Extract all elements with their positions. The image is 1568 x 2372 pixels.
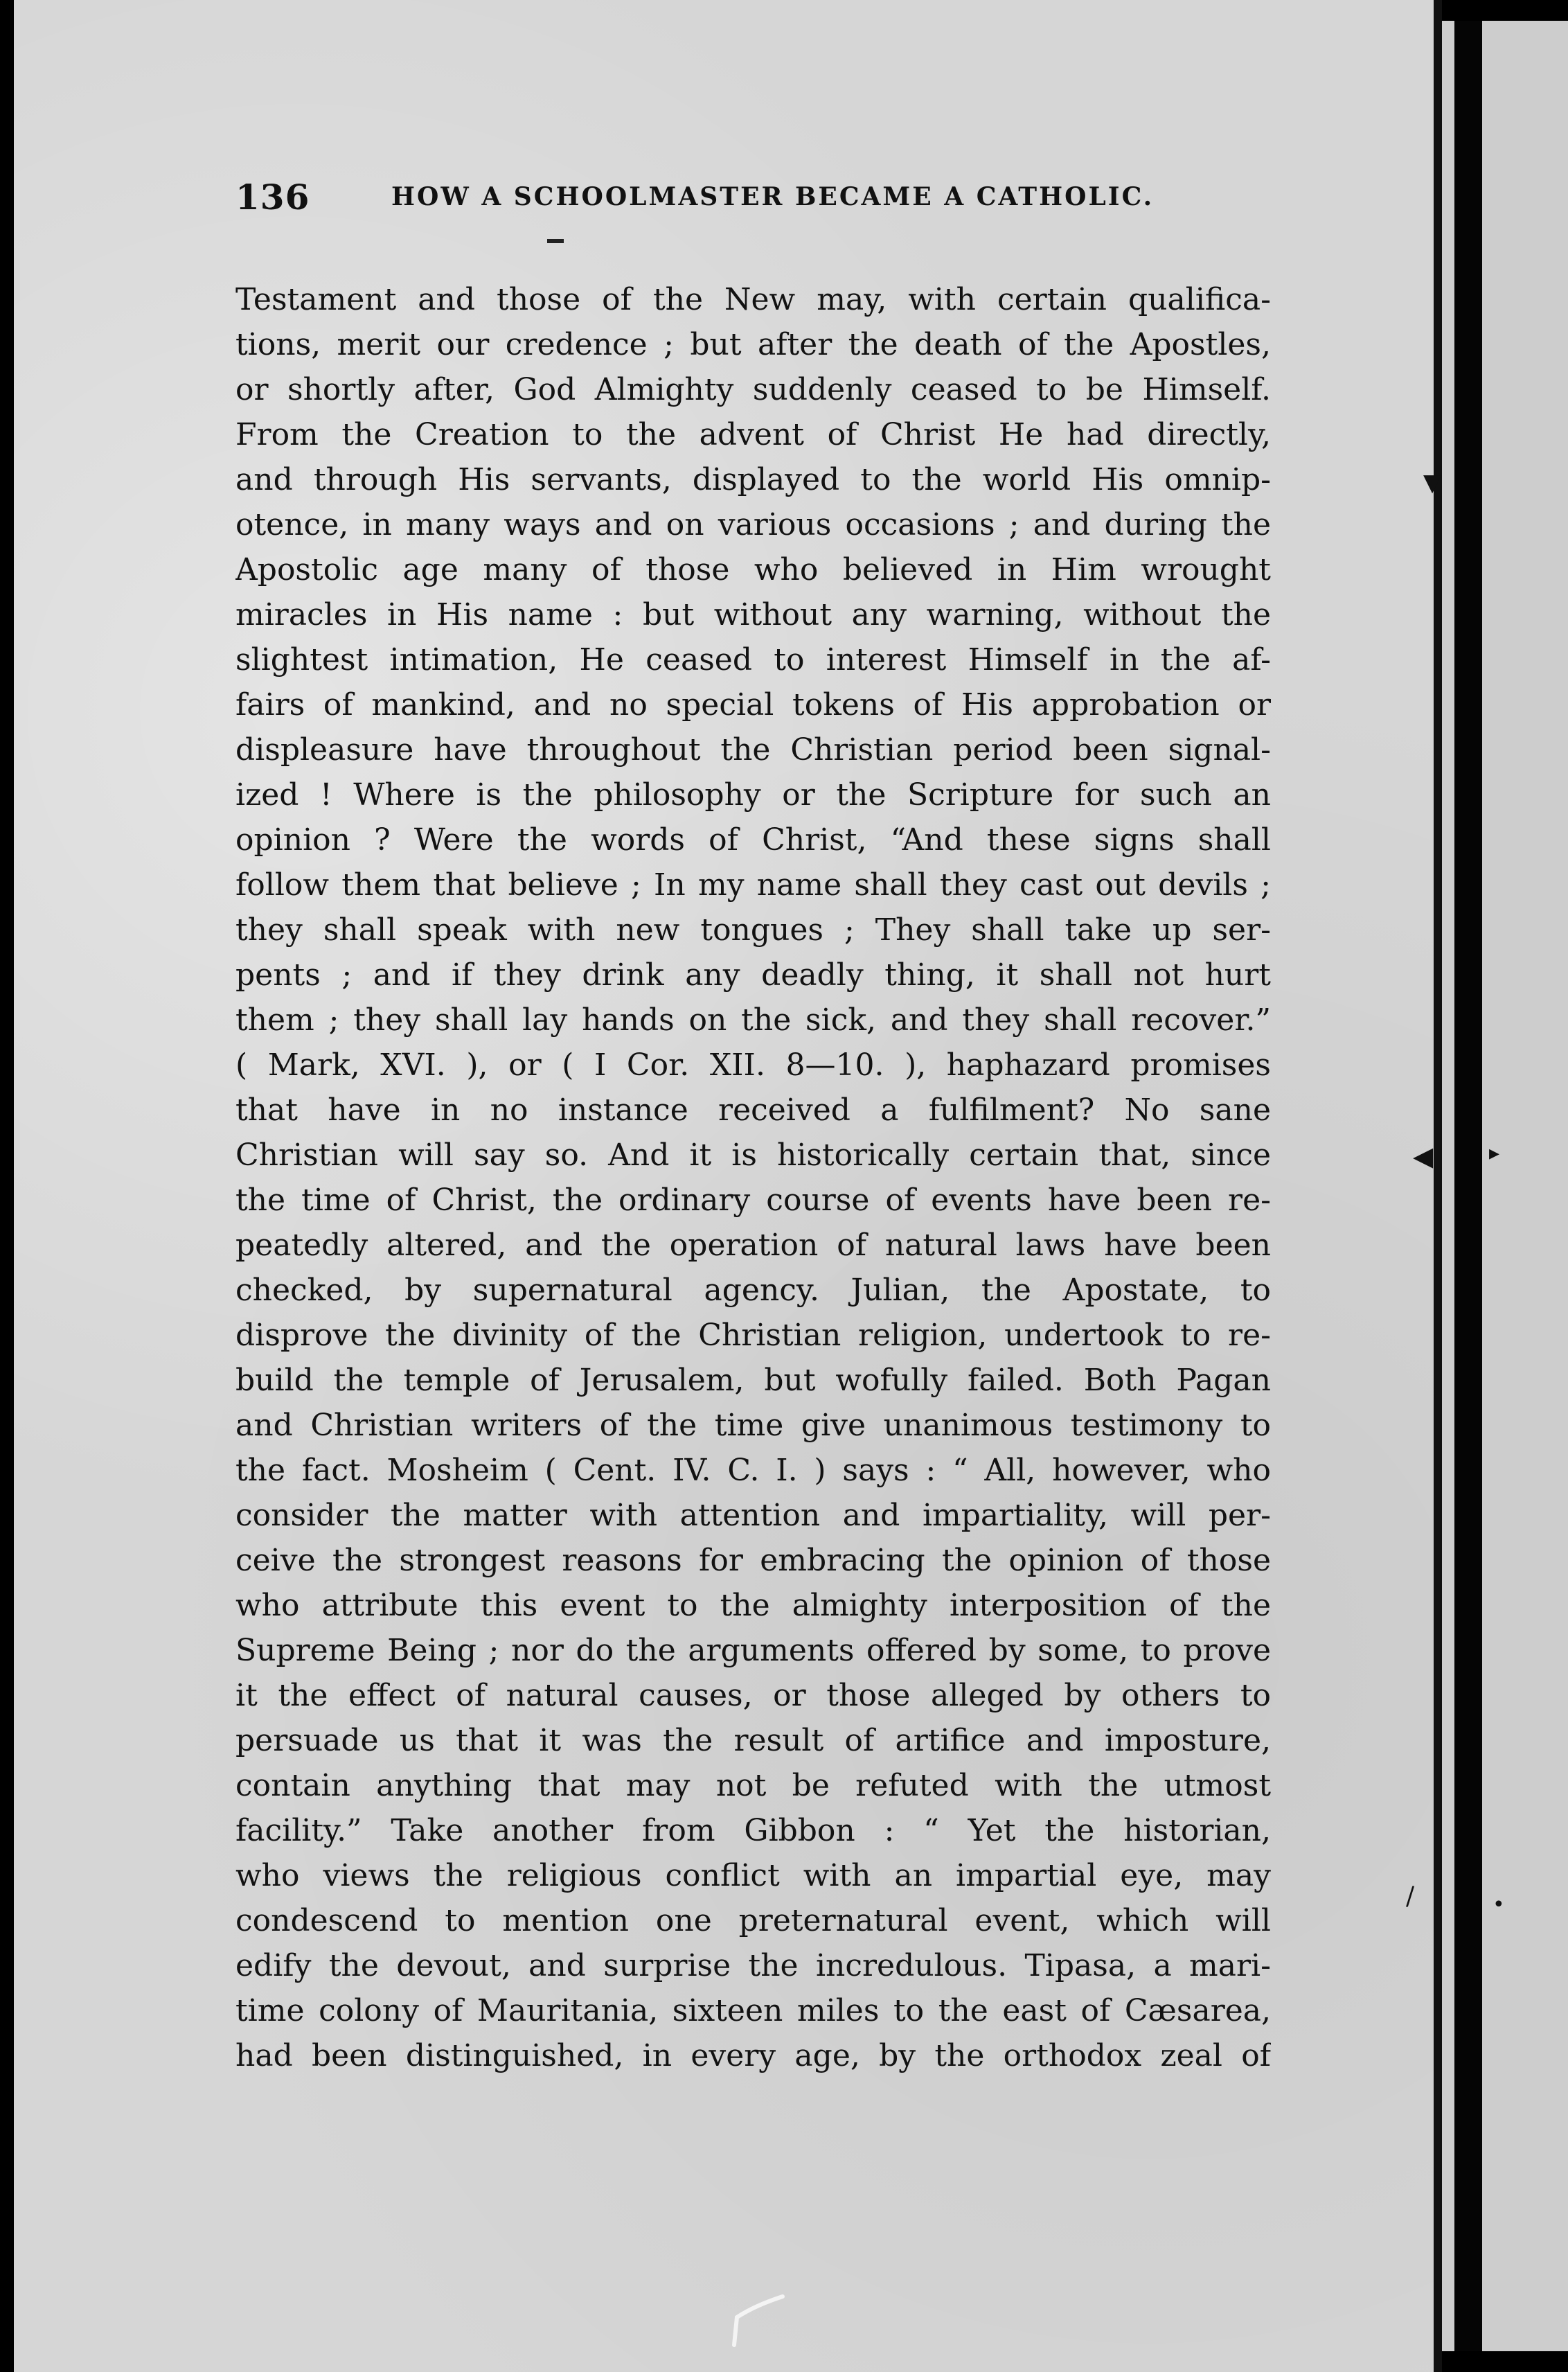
text-line: they shall speak with new tongues ; They shall take up ser- xyxy=(235,912,1271,948)
text-line: them ; they shall lay hands on the sick, and they shall recover.” xyxy=(235,1002,1271,1038)
text-line: the time of Christ, the ordinary course of events have been re- xyxy=(235,1183,1271,1218)
text-line: contain anything that may not be refuted with the utmost xyxy=(235,1768,1271,1803)
text-line: edify the devout, and surprise the incredulous. Tipasa, a mari- xyxy=(235,1948,1271,1983)
text-line: and through His servants, displayed to the world His omnip- xyxy=(235,462,1271,497)
text-line: or shortly after, God Almighty suddenly ceased to be Himself. xyxy=(235,372,1271,407)
text-line: build the temple of Jerusalem, but wofully failed. Both Pagan xyxy=(235,1363,1271,1398)
text-line: Christian will say so. And it is historically certain that, since xyxy=(235,1138,1271,1173)
page-mark-bottom xyxy=(727,2293,790,2348)
text-line: tions, merit our credence ; but after the death of the Apostles, xyxy=(235,327,1271,362)
text-line: pents ; and if they drink any deadly thing, it shall not hurt xyxy=(235,957,1271,993)
text-line: slightest intimation, He ceased to interest Himself in the af- xyxy=(235,642,1271,678)
header-ornament xyxy=(547,239,564,243)
text-line: checked, by supernatural agency. Julian, the Apostate, to xyxy=(235,1273,1271,1308)
page-gutter-shadow xyxy=(1434,0,1442,2372)
text-line: ized ! Where is the philosophy or the Scripture for such an xyxy=(235,777,1271,813)
page-number: 136 xyxy=(235,177,310,218)
text-line: persuade us that it was the result of artifice and imposture, xyxy=(235,1723,1271,1758)
text-line: who views the religious conflict with an impartial eye, may xyxy=(235,1858,1271,1893)
edge-mark-arrow: ▼ xyxy=(1423,469,1442,497)
edge-mark-tick: • xyxy=(1493,1893,1505,1917)
edge-mark-arrow: ▸ xyxy=(1489,1141,1500,1165)
text-line: fairs of mankind, and no special tokens of His approbation or xyxy=(235,687,1271,723)
edge-mark-arrow: ◀ xyxy=(1413,1141,1434,1171)
text-line: displeasure have throughout the Christian period been signal- xyxy=(235,732,1271,768)
edge-mark-tick: / xyxy=(1406,1882,1415,1911)
text-line: the fact. Mosheim ( Cent. IV. C. I. ) says : “ All, however, who xyxy=(235,1453,1271,1488)
running-head-title: HOW A SCHOOLMASTER BECAME A CATHOLIC. xyxy=(391,182,1155,211)
text-line: miracles in His name : but without any warning, without the xyxy=(235,597,1271,632)
body-text xyxy=(235,277,1271,2078)
text-line: who attribute this event to the almighty interposition of the xyxy=(235,1588,1271,1623)
text-line: facility.” Take another from Gibbon : “ Yet the historian, xyxy=(235,1813,1271,1848)
text-line: follow them that believe ; In my name shall they cast out devils ; xyxy=(235,867,1271,903)
text-line: it the effect of natural causes, or those alleged by others to xyxy=(235,1678,1271,1713)
text-line: Testament and those of the New may, with certain qualifica- xyxy=(235,282,1271,317)
text-line: had been distinguished, in every age, by the orthodox zeal of xyxy=(235,2038,1271,2073)
text-line: time colony of Mauritania, sixteen miles to the east of Cæsarea, xyxy=(235,1993,1271,2028)
text-line: disprove the divinity of the Christian religion, undertook to re- xyxy=(235,1318,1271,1353)
text-line: and Christian writers of the time give unanimous testimony to xyxy=(235,1408,1271,1443)
text-line: that have in no instance received a fulfilment? No sane xyxy=(235,1092,1271,1128)
binding-edge xyxy=(1442,21,1454,2351)
text-line: peatedly altered, and the operation of natural laws have been xyxy=(235,1228,1271,1263)
text-line: Apostolic age many of those who believed in Him wrought xyxy=(235,552,1271,587)
text-line: consider the matter with attention and impartiality, will per- xyxy=(235,1498,1271,1533)
text-line: opinion ? Were the words of Christ, “And these signs shall xyxy=(235,822,1271,858)
binding-spine xyxy=(1454,21,1482,2351)
text-line: ( Mark, XVI. ), or ( I Cor. XII. 8—10. ), haphazard promises xyxy=(235,1047,1271,1083)
facing-page-edge xyxy=(1482,21,1568,2351)
text-line: otence, in many ways and on various occasions ; and during the xyxy=(235,507,1271,542)
text-line: condescend to mention one preternatural event, which will xyxy=(235,1903,1271,1938)
text-line: Supreme Being ; nor do the arguments offered by some, to prove xyxy=(235,1633,1271,1668)
running-header xyxy=(235,177,1274,225)
text-line: ceive the strongest reasons for embracing the opinion of those xyxy=(235,1543,1271,1578)
text-line: From the Creation to the advent of Christ He had directly, xyxy=(235,417,1271,452)
